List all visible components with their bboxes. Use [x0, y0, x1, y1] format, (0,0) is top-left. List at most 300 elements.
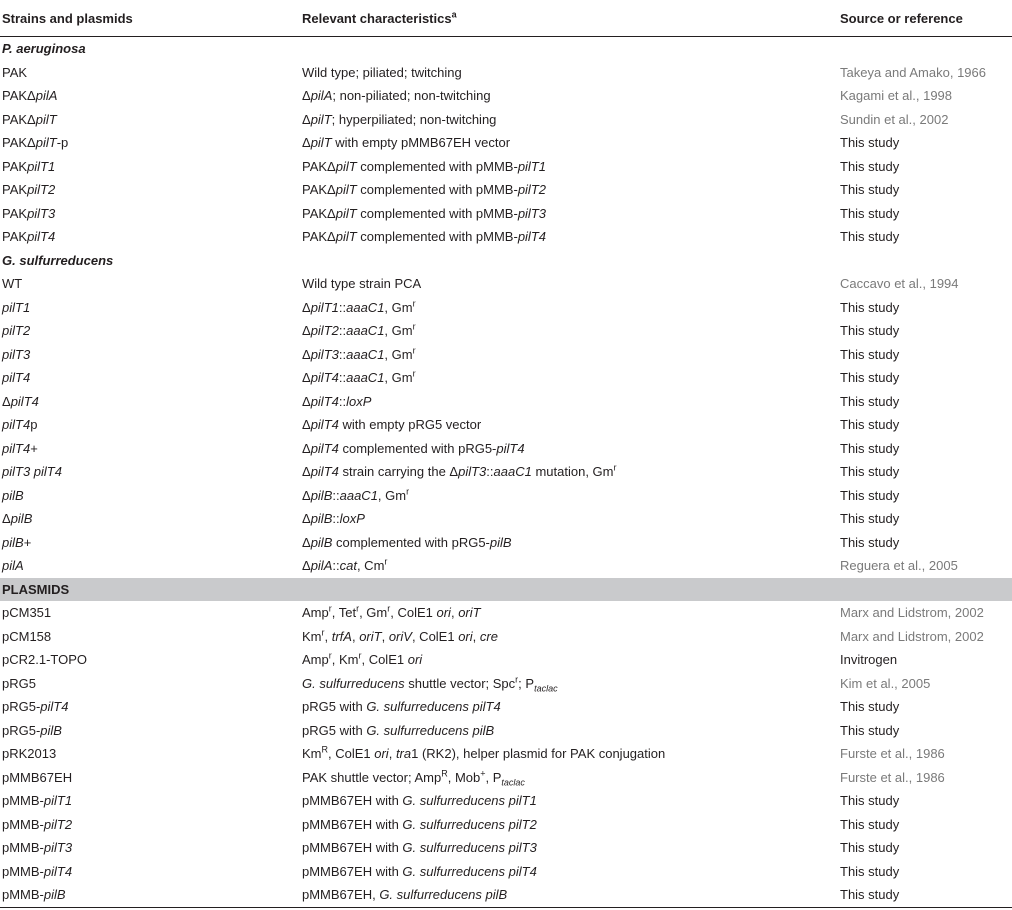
text-segment: complemented with pRG5- [338, 440, 497, 456]
strain-name [0, 417, 302, 432]
text-segment: r [412, 298, 416, 309]
text-segment: PAK [2, 158, 28, 174]
text-segment: aaaC1 [346, 299, 385, 315]
text-segment: pMMB67EH with [302, 840, 403, 856]
table-row [0, 178, 1012, 202]
table-row [0, 366, 1012, 390]
text-segment: trfA [331, 628, 352, 644]
source-text: This study [840, 229, 900, 245]
source-text: This study [840, 370, 900, 386]
source-text: This study [840, 205, 900, 221]
text-segment: oriV [388, 628, 412, 644]
text-segment: Δ [302, 135, 311, 151]
text-segment: Δ [302, 464, 311, 480]
text-segment: Km [302, 746, 322, 762]
text-segment: G. sulfurreducens pilT2 [402, 816, 537, 832]
text-segment: pilA [35, 88, 58, 104]
characteristics [302, 887, 840, 902]
text-segment: , [472, 628, 480, 644]
source-text: This study [840, 887, 900, 903]
text-segment: , Cm [356, 558, 385, 574]
text-segment: r [412, 321, 416, 332]
characteristics [302, 864, 840, 879]
text-segment: pMMB67EH [2, 769, 73, 785]
text-segment: 1 (RK2), helper plasmid for PAK conjugation [411, 746, 666, 762]
text-segment: , Gm [384, 370, 413, 386]
characteristics [302, 276, 840, 291]
characteristics [302, 674, 840, 694]
text-segment: pilT2 [2, 323, 31, 339]
text-segment: Amp [302, 652, 329, 668]
text-segment: strain carrying the Δ [338, 464, 459, 480]
text-segment: pilT3 [27, 205, 56, 221]
text-segment: PAK [2, 229, 28, 245]
source-text: This study [840, 417, 900, 433]
text-segment: ; P [518, 675, 535, 691]
text-segment: Wild type; piliated; twitching [302, 64, 462, 80]
source-text: This study [840, 393, 900, 409]
source-text: This study [840, 793, 900, 809]
reference-link[interactable]: Marx and Lidstrom, 2002 [840, 605, 984, 621]
reference-link[interactable]: Furste et al., 1986 [840, 746, 945, 762]
text-segment: pilB [310, 487, 333, 503]
text-segment: , P [485, 769, 502, 785]
table-row [0, 460, 1012, 484]
text-segment: PAK [2, 205, 28, 221]
strain-name [0, 182, 302, 197]
text-segment: pilT2 [27, 182, 56, 198]
text-segment: , Gm [384, 323, 413, 339]
text-segment: + [23, 534, 32, 550]
strain-name [0, 605, 302, 620]
table-row [0, 202, 1012, 226]
strain-name [0, 112, 302, 127]
source-text: Invitrogen [840, 652, 898, 668]
text-segment: complemented with pRG5- [332, 534, 490, 550]
table-row [0, 507, 1012, 531]
text-segment: pCM351 [2, 605, 52, 621]
text-segment: with empty pMMB67EH vector [331, 135, 511, 151]
table-row [0, 296, 1012, 320]
section-title: PLASMIDS [2, 581, 70, 597]
reference-link[interactable]: Furste et al., 1986 [840, 769, 945, 785]
table-row [0, 319, 1012, 343]
text-segment: mutation, Gm [531, 464, 614, 480]
table-row [0, 225, 1012, 249]
header-footnote-mark: a [451, 9, 457, 20]
text-segment: pilT3 [517, 205, 546, 221]
text-segment: pMMB67EH with [302, 793, 403, 809]
text-segment: pilT1 [43, 793, 73, 809]
text-segment: Δ [302, 323, 311, 339]
text-segment: complemented with pMMB- [356, 205, 518, 221]
strain-name [0, 793, 302, 808]
strain-name [0, 229, 302, 244]
strain-name [0, 300, 302, 315]
text-segment: :: [332, 511, 340, 527]
strain-name [0, 511, 302, 526]
table-row [0, 601, 1012, 625]
text-segment: shuttle vector; Spc [404, 675, 516, 691]
table-row [0, 766, 1012, 790]
header-characteristics-label: Relevant characteristics [302, 10, 452, 26]
text-segment: -p [56, 135, 69, 151]
text-segment: Δ [2, 393, 11, 409]
text-segment: G. sulfurreducens pilT1 [402, 793, 537, 809]
text-segment: pilB [2, 487, 24, 503]
text-segment: PAK [2, 182, 28, 198]
table-row [0, 672, 1012, 696]
text-segment: pilT1 [27, 158, 56, 174]
text-segment: , [351, 628, 360, 644]
text-segment: + [30, 440, 38, 456]
table-row [0, 413, 1012, 437]
text-segment: , Mob [447, 769, 481, 785]
text-segment: :: [338, 299, 347, 315]
source-text: This study [840, 487, 900, 503]
text-segment: pilT4 [2, 370, 31, 386]
table-row [0, 695, 1012, 719]
text-segment: pilT4 [496, 440, 525, 456]
text-segment: :: [338, 323, 347, 339]
text-segment: pMMB- [2, 840, 44, 856]
text-segment: aaaC1 [493, 464, 532, 480]
text-segment: pilT3 [310, 346, 339, 362]
text-segment: PAKΔ [2, 135, 36, 151]
text-segment: cat [339, 558, 357, 574]
characteristics [302, 793, 840, 808]
reference-link[interactable]: Reguera et al., 2005 [840, 558, 958, 574]
text-segment: PAKΔ [2, 88, 36, 104]
strain-name [0, 135, 302, 150]
text-segment: r [387, 603, 391, 614]
text-segment: pilT4 [310, 370, 339, 386]
text-segment: pilT4 [27, 229, 56, 245]
text-segment: pilB [310, 534, 333, 550]
table-row [0, 272, 1012, 296]
strain-name [0, 676, 302, 691]
text-segment: , [450, 605, 459, 621]
text-segment: pilT4 [10, 393, 39, 409]
source-text: This study [840, 863, 900, 879]
text-segment: pilT3 pilT4 [2, 464, 62, 480]
source-text: This study [840, 135, 900, 151]
text-segment: r [358, 650, 362, 661]
text-segment: :: [338, 370, 347, 386]
text-segment: PAKΔ [302, 158, 336, 174]
text-segment: with empty pRG5 vector [338, 417, 482, 433]
text-segment: pRG5 with [302, 699, 367, 715]
characteristics [302, 652, 840, 667]
text-segment: Δ [2, 511, 11, 527]
text-segment: pilT3 [2, 346, 31, 362]
strain-name [0, 394, 302, 409]
text-segment: ; hyperpiliated; non-twitching [331, 111, 497, 127]
text-segment: r [321, 627, 325, 638]
section-title: P. aeruginosa [2, 41, 86, 57]
strain-name [0, 323, 302, 338]
table-row [0, 625, 1012, 649]
text-segment: loxP [339, 511, 365, 527]
section-header [0, 37, 1012, 61]
source-text: This study [840, 182, 900, 198]
text-segment: r [412, 368, 416, 379]
table-row [0, 108, 1012, 132]
text-segment: p [30, 417, 38, 433]
text-segment: r [384, 556, 388, 567]
text-segment: pilT1 [517, 158, 546, 174]
characteristics [302, 464, 840, 479]
text-segment: G. sulfurreducens [302, 675, 405, 691]
text-segment: pRG5- [2, 699, 41, 715]
reference-link[interactable]: Caccavo et al., 1994 [840, 276, 959, 292]
text-segment: pMMB- [2, 863, 44, 879]
section-title: G. sulfurreducens [2, 252, 114, 268]
table-body [0, 37, 1012, 908]
characteristics [302, 88, 840, 103]
text-segment: Amp [302, 605, 329, 621]
text-segment: , Gm [384, 299, 413, 315]
characteristics [302, 112, 840, 127]
strain-name [0, 723, 302, 738]
strain-name [0, 746, 302, 761]
text-segment: Δ [302, 487, 311, 503]
table-row [0, 648, 1012, 672]
text-segment: :: [332, 487, 340, 503]
characteristics [302, 394, 840, 409]
table-row [0, 484, 1012, 508]
strain-name [0, 699, 302, 714]
table-row [0, 84, 1012, 108]
text-segment: , Gm [384, 346, 413, 362]
text-segment: cre [479, 628, 498, 644]
text-segment: complemented with pMMB- [356, 182, 518, 198]
text-segment: pilT3 [43, 840, 73, 856]
text-segment: r [613, 462, 617, 473]
text-segment: ori [407, 652, 423, 668]
characteristics [302, 229, 840, 244]
table-row [0, 883, 1012, 908]
text-segment: r [328, 650, 332, 661]
text-segment: pilT4 [2, 417, 31, 433]
text-segment: :: [338, 393, 347, 409]
strain-name [0, 206, 302, 221]
table-row [0, 789, 1012, 813]
text-segment: pRG5 with [302, 722, 367, 738]
text-segment: pRG5- [2, 722, 41, 738]
text-segment: pilT1 [2, 299, 31, 315]
table-row [0, 390, 1012, 414]
text-segment: pilT4 [517, 229, 546, 245]
strain-name [0, 464, 302, 479]
strain-name [0, 441, 302, 456]
text-segment: pMMB67EH with [302, 863, 403, 879]
text-segment: Δ [302, 346, 311, 362]
strain-name [0, 488, 302, 503]
characteristics [302, 159, 840, 174]
text-segment: G. sulfurreducens pilT3 [402, 840, 537, 856]
source-text: This study [840, 722, 900, 738]
text-segment: G. sulfurreducens pilT4 [366, 699, 501, 715]
text-segment: PAKΔ [2, 111, 36, 127]
text-segment: pilA [310, 558, 333, 574]
reference-link[interactable]: Kim et al., 2005 [840, 675, 931, 691]
strain-name [0, 840, 302, 855]
text-segment: R [321, 744, 328, 755]
text-segment: , ColE1 [411, 628, 459, 644]
source-text: This study [840, 440, 900, 456]
text-segment: pilT4 [43, 863, 73, 879]
text-segment: , ColE1 [390, 605, 437, 621]
text-segment: Δ [302, 299, 311, 315]
text-segment: pilT4 [310, 464, 339, 480]
text-segment: complemented with pMMB- [356, 158, 518, 174]
text-segment: r [356, 603, 360, 614]
strain-name [0, 770, 302, 785]
text-segment: pCR2.1-TOPO [2, 652, 88, 668]
text-segment: :: [338, 346, 347, 362]
text-segment: PAKΔ [302, 182, 336, 198]
text-segment: pilB [10, 511, 33, 527]
text-segment: pilT [310, 135, 332, 151]
text-segment: r [328, 603, 332, 614]
text-segment: + [480, 768, 486, 779]
text-segment: Δ [302, 88, 311, 104]
text-segment: WT [2, 276, 23, 292]
characteristics [302, 746, 840, 761]
text-segment: pilB [489, 534, 512, 550]
text-segment: :: [486, 464, 494, 480]
text-segment: pilT4 [310, 440, 339, 456]
table-row [0, 61, 1012, 85]
text-segment: ori [458, 628, 473, 644]
strain-name [0, 370, 302, 385]
text-segment: pilB [310, 511, 333, 527]
header-strains: Strains and plasmids [2, 10, 133, 26]
characteristics [302, 441, 840, 456]
text-segment: aaaC1 [339, 487, 378, 503]
strain-name [0, 887, 302, 902]
characteristics [302, 699, 840, 714]
text-segment: G. sulfurreducens pilB [379, 887, 508, 903]
table-row [0, 131, 1012, 155]
text-segment: PAK shuttle vector; Amp [302, 769, 442, 785]
table-row [0, 836, 1012, 860]
source-text: This study [840, 464, 900, 480]
source-text: This study [840, 346, 900, 362]
text-segment: , Gm [377, 487, 407, 503]
text-segment: pilT2 [43, 816, 73, 832]
text-segment: pMMB- [2, 816, 44, 832]
characteristics [302, 817, 840, 832]
strain-name [0, 864, 302, 879]
text-segment: pilT3 [458, 464, 487, 480]
text-segment: pilA [310, 88, 333, 104]
characteristics [302, 65, 840, 80]
strain-name [0, 65, 302, 80]
text-segment: aaaC1 [346, 370, 385, 386]
text-segment: pRG5 [2, 675, 36, 691]
text-segment: pilB [2, 534, 24, 550]
table-row [0, 437, 1012, 461]
text-segment: G. sulfurreducens pilB [366, 722, 495, 738]
text-segment: tra [395, 746, 412, 762]
text-segment: Δ [302, 511, 311, 527]
text-segment: oriT [458, 605, 481, 621]
source-text: This study [840, 534, 900, 550]
characteristics [302, 300, 840, 315]
header-source: Source or reference [840, 10, 963, 26]
table-row [0, 742, 1012, 766]
text-segment: pilT4 [310, 417, 339, 433]
text-segment: pMMB- [2, 887, 44, 903]
characteristics [302, 511, 840, 526]
reference-link[interactable]: Sundin et al., 2002 [840, 111, 949, 127]
reference-link[interactable]: Takeya and Amako, 1966 [840, 64, 986, 80]
text-segment: pilT2 [517, 182, 546, 198]
reference-link[interactable]: Marx and Lidstrom, 2002 [840, 628, 984, 644]
text-segment: pRK2013 [2, 746, 57, 762]
text-segment: taclac [534, 683, 558, 694]
source-text: This study [840, 511, 900, 527]
text-segment: pilT4 [40, 699, 69, 715]
text-segment: pilT [335, 182, 357, 198]
text-segment: PAK [2, 64, 28, 80]
text-segment: pilT [35, 135, 57, 151]
text-segment: loxP [346, 393, 372, 409]
characteristics [302, 558, 840, 573]
table-row [0, 343, 1012, 367]
section-header [0, 578, 1012, 602]
text-segment: pilT [335, 205, 357, 221]
characteristics [302, 417, 840, 432]
text-segment: Δ [302, 440, 311, 456]
text-segment: pilT [35, 111, 57, 127]
text-segment: , Km [331, 652, 359, 668]
text-segment: pilB [40, 722, 62, 738]
header-characteristics [302, 11, 840, 26]
characteristics [302, 629, 840, 644]
text-segment: pilT2 [310, 323, 339, 339]
text-segment: Wild type strain PCA [302, 276, 422, 292]
table-row [0, 554, 1012, 578]
strain-name [0, 347, 302, 362]
text-segment: Δ [302, 111, 311, 127]
text-segment: , Gm [359, 605, 388, 621]
source-text: This study [840, 816, 900, 832]
text-segment: pilT1 [310, 299, 339, 315]
text-segment: taclac [501, 777, 525, 788]
text-segment: aaaC1 [346, 346, 385, 362]
strain-name [0, 88, 302, 103]
text-segment: r [412, 345, 416, 356]
characteristics [302, 605, 840, 620]
source-text: This study [840, 699, 900, 715]
characteristics [302, 535, 840, 550]
text-segment: , ColE1 [361, 652, 408, 668]
text-segment: pilT4 [2, 440, 31, 456]
text-segment: oriT [359, 628, 382, 644]
text-segment: ori [374, 746, 389, 762]
characteristics [302, 323, 840, 338]
table-header [0, 0, 1012, 37]
reference-link[interactable]: Kagami et al., 1998 [840, 88, 953, 104]
strain-name [0, 629, 302, 644]
text-segment: pCM158 [2, 628, 52, 644]
text-segment: pilB [43, 887, 66, 903]
characteristics [302, 370, 840, 385]
section-header [0, 249, 1012, 273]
